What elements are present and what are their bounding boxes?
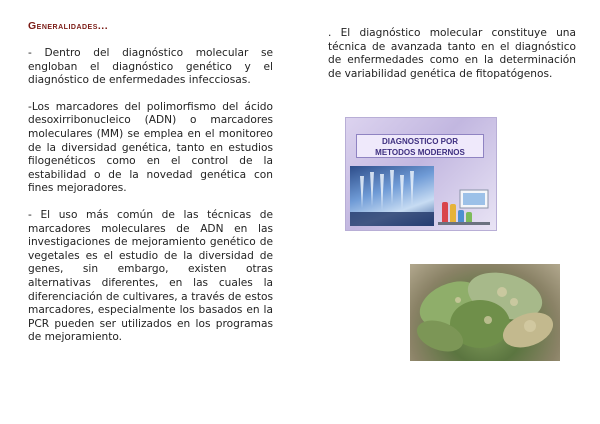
plant-leaves-graphic: [410, 264, 560, 361]
paragraph-marcadores-polimorfismo: -Los marcadores del polimorfismo del ácido desoxirribonucleico (ADN) o marcadores moleculares (MM) se emplea en el monitoreo de la diversidad genética, tanto en estudios filogenéticos como en el control de la estabilidad o de la novedad genética con fines mejoradores.: [28, 100, 273, 195]
left-column: [28, 47, 273, 358]
tubes-icon: [436, 188, 492, 226]
diagnostic-title-line-2: METODOS MODERNOS: [375, 148, 465, 157]
diagnostic-title-line-1: DIAGNOSTICO POR: [381, 137, 458, 146]
right-column: [328, 27, 576, 81]
test-tubes-graphic: [436, 188, 492, 226]
diagnostic-methods-image: [345, 117, 497, 231]
lab-pipette-photo: [350, 166, 434, 226]
paragraph-tecnica-avanzada: . El diagnóstico molecular constituye una técnica de avanzada tanto en el diagnóstico de enfermedades como en la determinación de variabilidad genética de fitopatógenos.: [328, 27, 576, 80]
paragraph-diagnostico-molecular: - Dentro del diagnóstico molecular se engloban el diagnóstico genético y el diagnóstico de enfermedades infecciosas.: [28, 47, 273, 87]
section-heading: Generalidades...: [28, 20, 109, 32]
diagnostic-image-title: [356, 134, 484, 158]
pipette-tips-graphic: [350, 166, 434, 226]
paragraph-uso-tecnicas: - El uso más común de las técnicas de marcadores moleculares de ADN en las investigaciones de mejoramiento genético de vegetales es el estudio de la diversidad de genes, sin embargo, existen otras alternativas diferentes, en las cuales la diferenciación de cultivares, a través de estos marcadores, especialmente los basados en la PCR pueden ser utilizados en los programas de mejoramiento.: [28, 208, 273, 344]
diseased-plant-photo: [410, 264, 560, 361]
